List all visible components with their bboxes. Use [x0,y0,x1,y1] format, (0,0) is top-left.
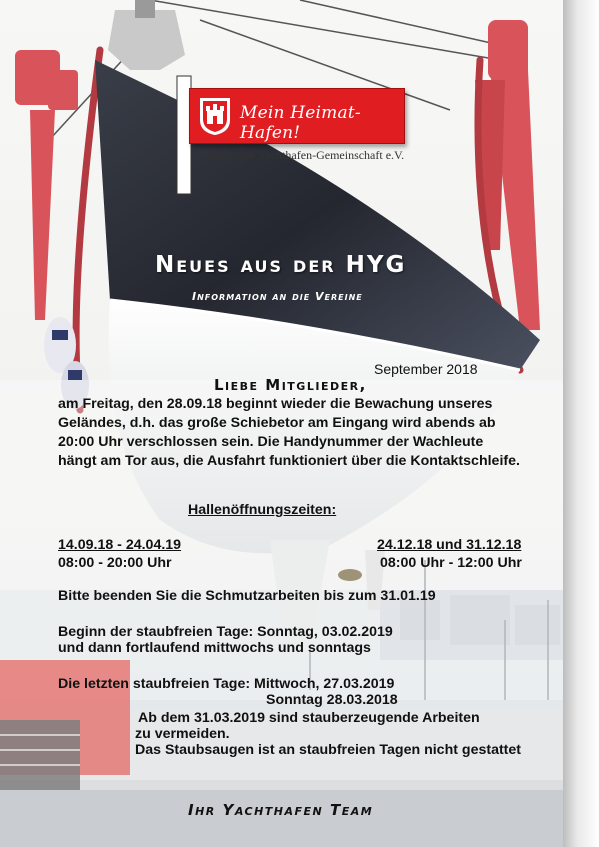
intro-line: Geländes, d.h. das große Schiebetor am Eingang wird abends ab [58,415,496,431]
intro-line: 20:00 Uhr verschlossen sein. Die Handynummer der Wachleute [58,434,484,450]
last-dustfree-line: Die letzten staubfreien Tage: Mittwoch, 27.03.2019 [58,676,395,692]
newsletter-title: Neues aus der HYG [155,252,407,278]
hall-hours-right-time: 08:00 Uhr - 12:00 Uhr [380,555,522,571]
vacuum-note: Das Staubsaugen ist an staubfreien Tagen nicht gestattet [135,742,522,758]
issue-date: September 2018 [374,361,478,377]
hall-hours-left-time: 08:00 - 20:00 Uhr [58,555,172,571]
dust-work-note: zu vermeiden. [135,726,230,742]
dustfree-start-line: und dann fortlaufend mittwochs und sonntags [58,640,371,656]
intro-line: hängt am Tor aus, die Ausfahrt funktioniert über die Kontaktschleife. [58,453,520,469]
last-dustfree-line: Sonntag 28.03.2018 [266,692,398,708]
logo-slogan: Mein Heimat-Hafen! [240,103,361,143]
hall-hours-left-period: 14.09.18 - 24.04.19 [58,537,182,553]
organization-name: Hamburger Yachthafen-Gemeinschaft e.V. [201,148,405,162]
dustfree-start-line: Beginn der staubfreien Tage: Sonntag, 03.02.2019 [58,624,393,640]
hall-hours-heading: Hallenöffnungszeiten: [188,502,337,518]
dirty-work-note: Bitte beenden Sie die Schmutzarbeiten bis zum 31.01.19 [58,588,436,604]
newsletter-subtitle: Information an die Vereine [192,290,363,303]
closing-signature: Ihr Yachthafen Team [188,801,374,819]
heimat-hafen-logo [189,88,405,144]
castle-crest-icon [198,96,232,136]
hall-hours-right-period: 24.12.18 und 31.12.18 [377,537,522,553]
intro-line: am Freitag, den 28.09.18 beginnt wieder die Bewachung unseres [58,396,493,412]
dust-work-note: Ab dem 31.03.2019 sind stauberzeugende Arbeiten [138,710,480,726]
page-edge-shadow [563,0,599,847]
greeting: Liebe Mitglieder, [214,376,367,394]
